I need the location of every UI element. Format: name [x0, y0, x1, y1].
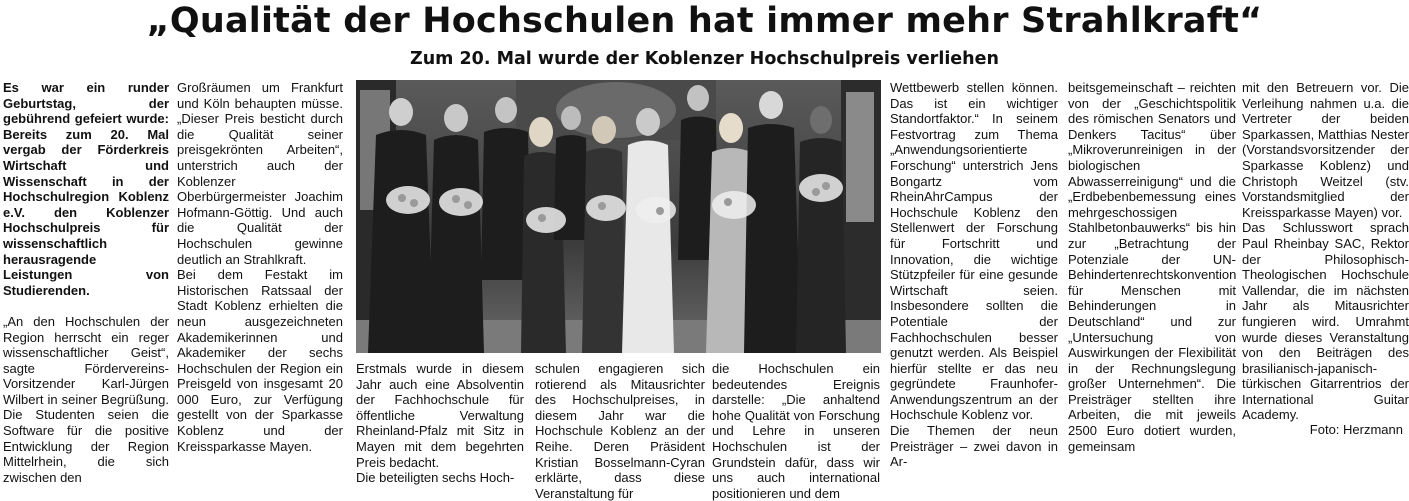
body-paragraph: beitsgemeinschaft – reichten von der „Geschichtspolitik des römischen Senators und Denkers Tacitus“ über „Mikroverunreinigen in der biologischen Abwasserreinigung“ und die „Erdbebenbemessung eines mehrgeschossigen Stahlbetonbauwerks“ bis hin zur „Betrachtung der Potenziale der UN-Behindertenrechtskonvention für Menschen mit Behinderungen in Deutschland“ und zur „Untersuchung von Auswirkungen der Flexibilität in der Rechnungslegung großer Unternehmen“. Die Preisträger stellten ihre Arbeiten, die mit jeweils 2500 Euro dotiert wurden, gemeinsam [1068, 80, 1237, 454]
text-column-5 [712, 361, 880, 501]
body-paragraph: Die beteiligten sechs Hoch- [356, 470, 515, 486]
body-paragraph: Erstmals wurde in diesem Jahr auch eine Absolventin der Fachhochschule für öffentliche Verwaltung Rheinland-Pfalz mit Sitz in Mayen mit dem begehrten Preis bedacht. [356, 361, 524, 470]
body-paragraph: die Hochschulen ein bedeutendes Ereignis darstelle: „Die anhaltend hohe Qualität von Forschung und Lehre in unseren Hochschulen ist der Grundstein dafür, dass wir uns auch international positionieren und dem [712, 361, 880, 501]
body-paragraph: Bei dem Festakt im Historischen Ratssaal der Stadt Koblenz erhielten die neun ausgezeichneten Akademikerinnen und Akademiker der sechs Hochschulen der Region ein Preisgeld von insgesamt 20 000 Euro, zur Verfügung gestellt von der Sparkasse Koblenz und der Kreissparkasse Mayen. [177, 267, 343, 454]
body-paragraph: Wettbewerb stellen können. Das ist ein wichtiger Standortfaktor.“ In seinem Festvortrag zum Thema „Anwendungsorientierte Forschung“ unterstrich Jens Bongartz vom RheinAhrCampus der Hochschule Koblenz den Stellenwert der Forschung für Fortschritt und Innovation, die wichtige Stützpfeiler für eine gesunde Wirtschaft seien. Insbesondere sollten die Potentiale der Fachhochschulen besser genutzt werden. Als Beispiel hierfür stellte er das neu gegründete Fraunhofer-Anwendungszentrum an der Hochschule Koblenz vor. [890, 80, 1058, 423]
award-group-photo [356, 80, 881, 353]
lead-paragraph: Es war ein runder Geburtstag, der gebührend gefeiert wurde: Bereits zum 20. Mal vergab der Förderkreis Wirtschaft und Wissenschaft in der Hochschulregion Koblenz e.V. den Koblenzer Hochschulpreis für wissenschaftlich herausragende Leistungen von Studierenden. [3, 80, 169, 298]
text-column-8 [1242, 80, 1409, 423]
article-headline: „Qualität der Hochschulen hat immer mehr Strahlkraft“ [146, 1, 1263, 41]
body-paragraph: mit den Betreuern vor. Die Verleihung nahmen u.a. die Vertreter der beiden Sparkassen, Matthias Nester (Vorstandsvorsitzender der Sparkasse Koblenz) und Christoph Weitzel (stv. Vorstandsmitglied der Kreissparkasse Mayen) vor. [1242, 80, 1409, 220]
text-column-3 [356, 361, 524, 486]
text-column-4 [535, 361, 705, 501]
article-subheadline: Zum 20. Mal wurde der Koblenzer Hochschulpreis verliehen [410, 49, 999, 69]
body-paragraph: Großräumen um Frankfurt und Köln behaupten müsse. „Dieser Preis besticht durch die Qualität seiner preisgekrönten Arbeiten“, unterstrich auch der Koblenzer Oberbürgermeister Joachim Hofmann-Göttig. Und auch die Qualität der Hochschulen gewinne deutlich an Strahlkraft. [177, 80, 343, 267]
text-column-6 [890, 80, 1058, 470]
body-paragraph: „An den Hochschulen der Region herrscht ein reger wissenschaftlicher Geist“, sagte Fördervereins-Vorsitzender Karl-Jürgen Wilbert in seiner Begrüßung. Die Studenten seien die Software für die positive Entwicklung der Region Mittelrhein, die sich zwischen den [3, 313, 169, 485]
body-paragraph: schulen engagieren sich rotierend als Mitausrichter des Hochschulpreises, in diesem Jahr war die Hochschule Koblenz an der Reihe. Deren Präsident Kristian Bosselmann-Cyran erklärte, dass diese Veranstaltung für [535, 361, 705, 501]
text-column-7 [1068, 80, 1237, 454]
body-paragraph: Die Themen der neun Preisträger – zwei davon in Ar- [890, 423, 1058, 470]
text-column-2 [177, 80, 343, 454]
photo-credit: Foto: Herzmann [1309, 422, 1403, 437]
body-paragraph: Das Schlusswort sprach Paul Rheinbay SAC, Rektor der Philosophisch-Theologischen Hochschule Vallendar, die im nächsten Jahr als Mitausrichter fungieren wird. Umrahmt wurde dieses Veranstaltung von den Beiträgen des brasilianisch-japanisch-türkischen Gitarrentrios der International Guitar Academy. [1242, 220, 1409, 423]
text-column-1 [3, 80, 169, 485]
